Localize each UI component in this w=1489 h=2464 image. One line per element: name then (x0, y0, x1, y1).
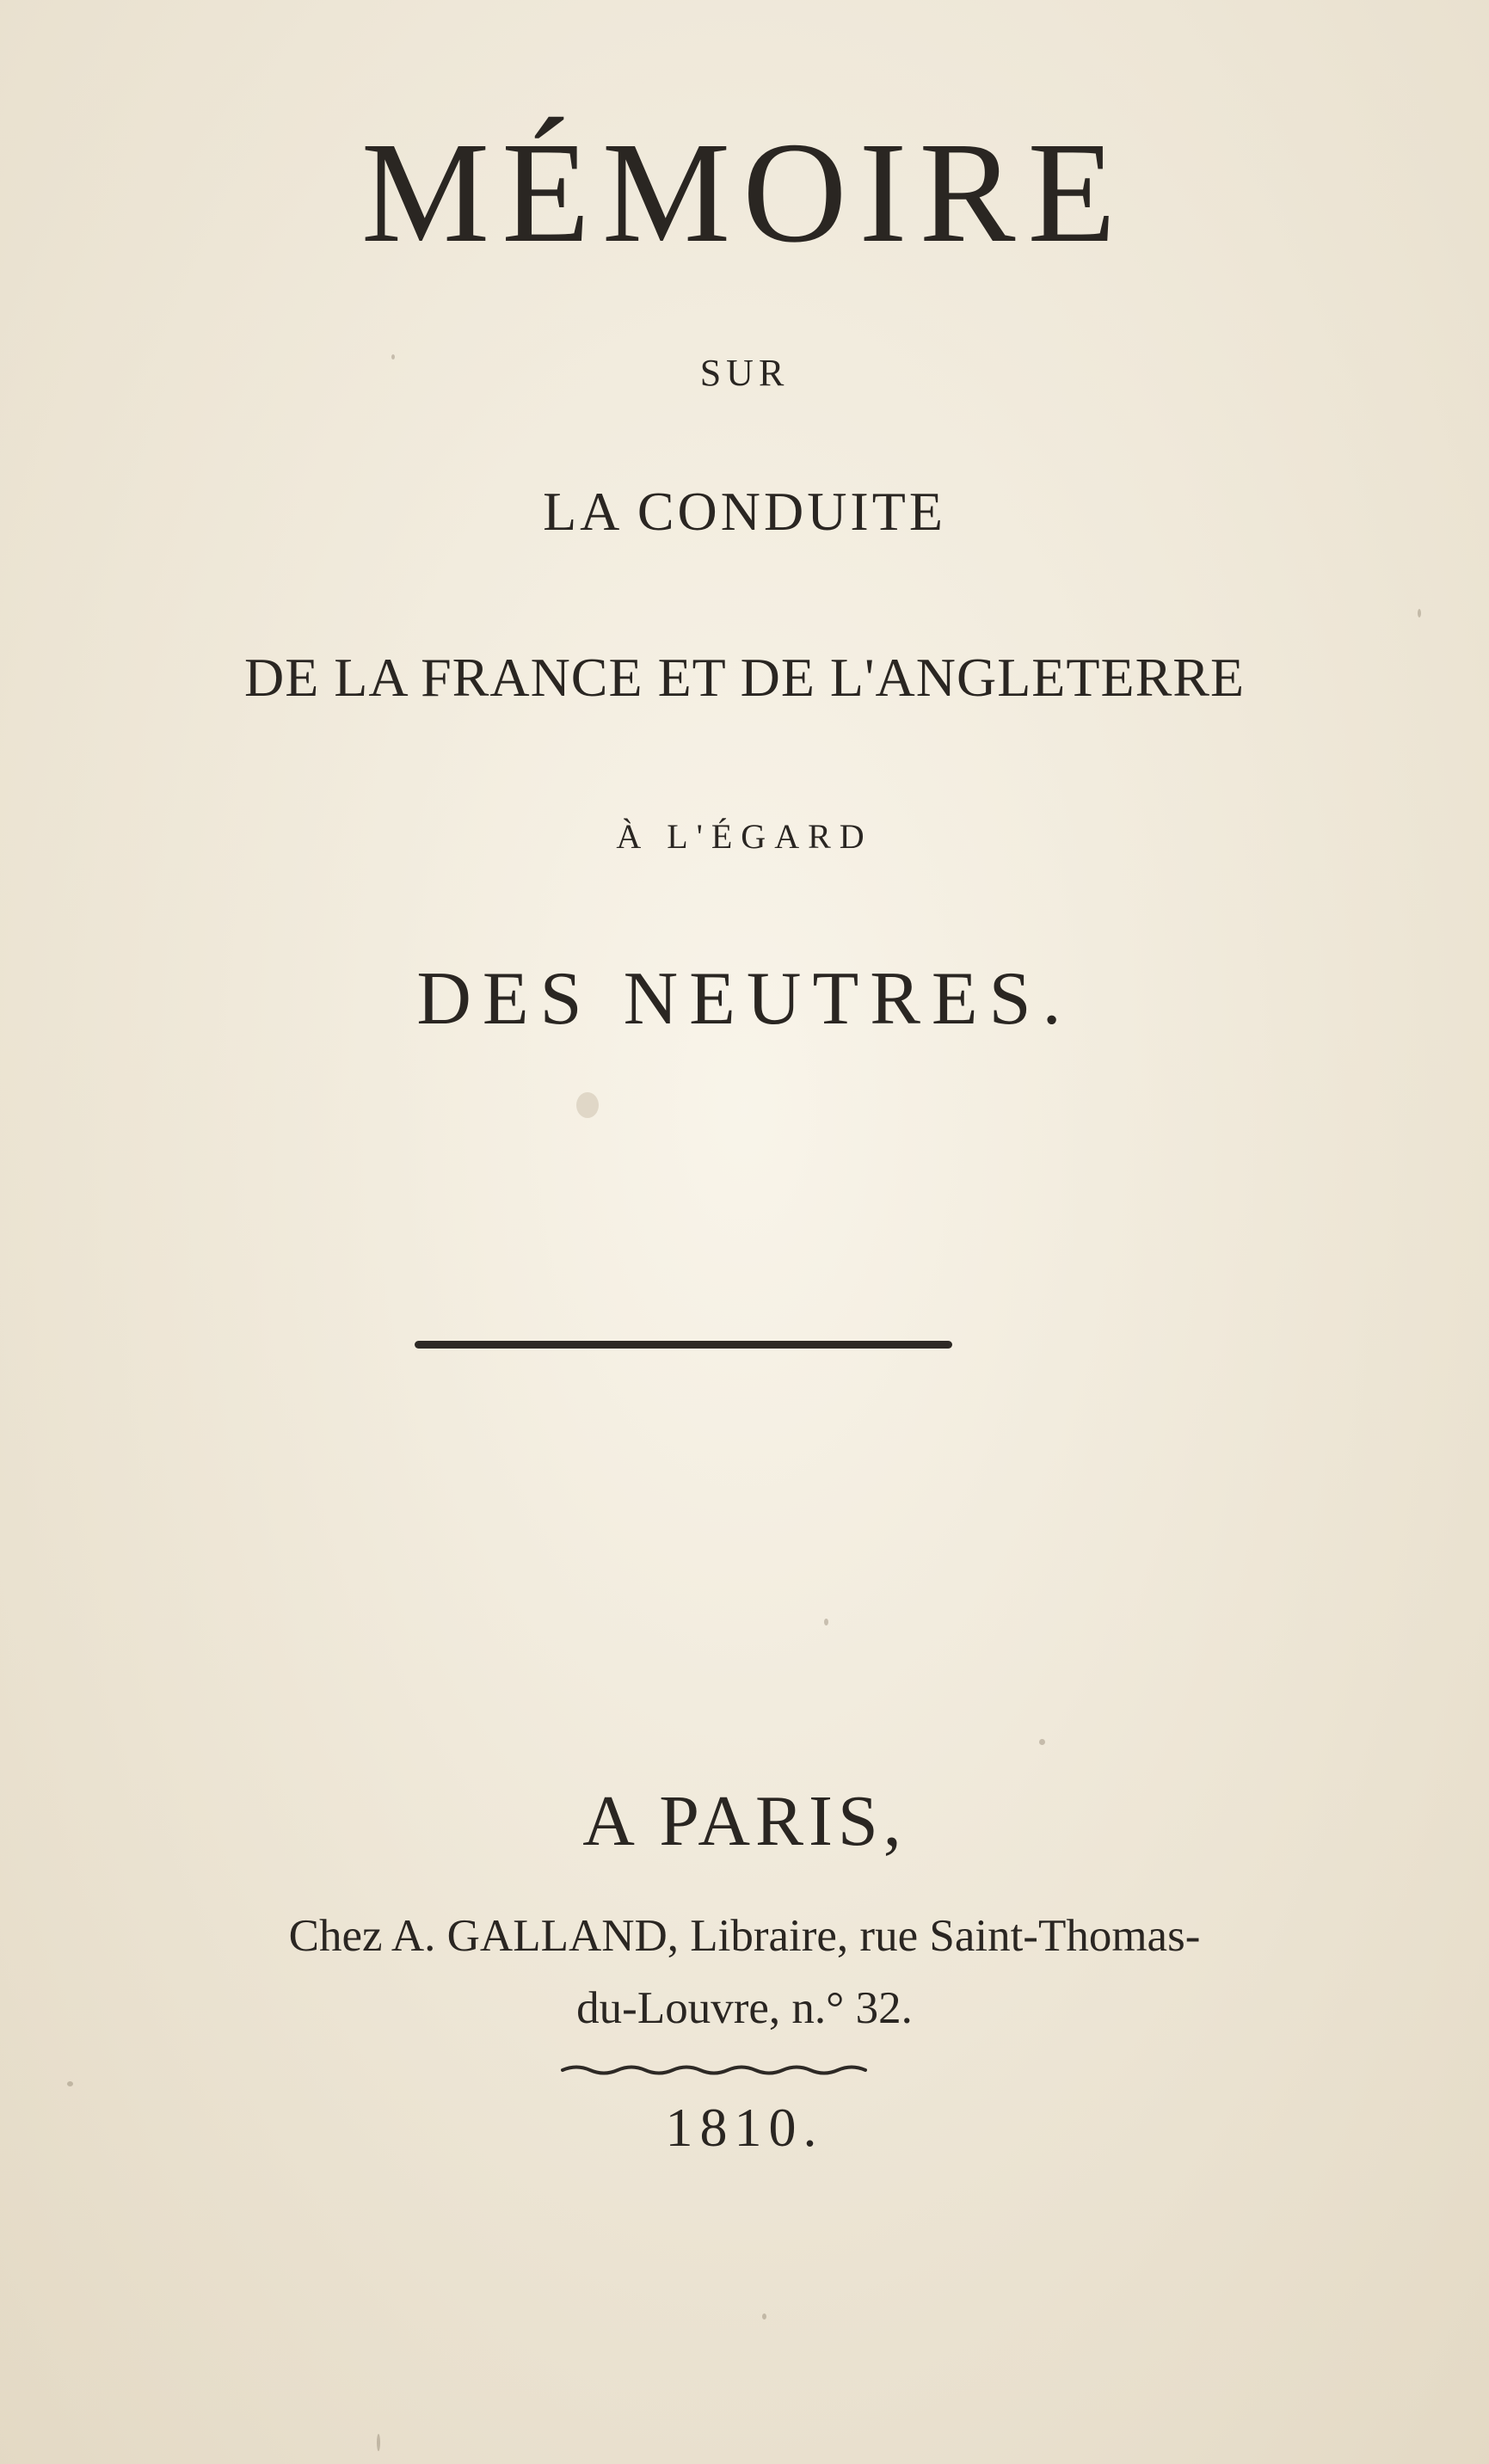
subtitle-sur: SUR (699, 352, 790, 394)
paper-speck (67, 2081, 73, 2086)
subtitle-france-angleterre: DE LA FRANCE ET DE L'ANGLETERRE (243, 647, 1246, 708)
paper-speck (824, 1619, 828, 1625)
publication-year: 1810. (665, 2097, 824, 2158)
paper-speck (377, 2434, 380, 2451)
paper-speck (1418, 609, 1421, 618)
subtitle-conduite: LA CONDUITE (543, 481, 946, 542)
paper-speck (1039, 1739, 1045, 1745)
subtitle-des-neutres: DES NEUTRES. (416, 957, 1073, 1041)
imprint-publisher-line-1: Chez A. GALLAND, Libraire, rue Saint-Thomas- (288, 1911, 1201, 1961)
imprint-publisher-line-2: du-Louvre, n.° 32. (576, 1983, 913, 2033)
ornamental-dash-rule (559, 2062, 877, 2076)
paper-speck (762, 2313, 766, 2320)
subtitle-a-l-egard: À L'ÉGARD (616, 817, 873, 856)
horizontal-rule (415, 1341, 952, 1349)
book-title: MÉMOIRE (360, 113, 1129, 273)
imprint-city: A PARIS, (582, 1781, 907, 1861)
paper-speck (391, 354, 395, 359)
paper-speck (576, 1092, 599, 1118)
